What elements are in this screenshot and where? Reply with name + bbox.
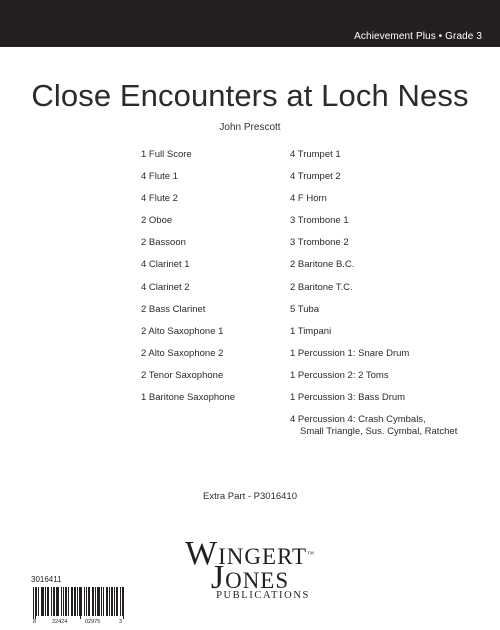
barcode-bar	[38, 587, 39, 616]
barcode-digit-first: 8	[33, 619, 37, 624]
part-item: 4 Trumpet 2	[290, 171, 341, 183]
barcode-bar	[107, 587, 108, 616]
barcode-bar	[106, 587, 107, 616]
barcode-bar	[61, 587, 62, 616]
part-item: 3 Trombone 1	[290, 215, 349, 227]
barcode-bar	[122, 587, 123, 616]
part-item: 5 Tuba	[290, 303, 320, 315]
part-item: 4 Flute 2	[141, 193, 178, 205]
barcode-bar	[51, 587, 52, 616]
barcode-bar	[56, 587, 57, 616]
part-item: 4 Flute 1	[141, 171, 178, 183]
barcode-bar	[88, 587, 89, 616]
barcode-bar	[63, 587, 64, 616]
instrumentation-list-right	[290, 149, 457, 437]
barcode-bar	[43, 587, 44, 616]
part-item: 2 Bass Clarinet	[141, 303, 206, 315]
logo-publications: PUBLICATIONS	[216, 590, 310, 601]
barcode-bar	[54, 587, 55, 616]
barcode-bar	[71, 587, 72, 616]
barcode-bar	[77, 587, 78, 616]
barcode-bar	[86, 587, 87, 616]
barcode-bar	[92, 587, 93, 616]
part-item: 2 Bassoon	[141, 237, 186, 249]
extra-part-label: Extra Part - P3016410	[203, 491, 297, 502]
barcode-bar	[80, 587, 81, 619]
barcode-bar	[65, 587, 66, 616]
barcode-bar	[47, 587, 48, 616]
barcode-bar	[75, 587, 76, 616]
trademark-icon: ™	[307, 550, 315, 558]
barcode-graphic	[31, 586, 126, 624]
barcode-digits-left: 22424	[52, 619, 68, 624]
barcode-bar	[42, 587, 43, 616]
barcode-bar	[41, 587, 42, 616]
barcode-bar	[93, 587, 94, 616]
logo-cap-j: J	[210, 559, 226, 596]
barcode	[31, 586, 126, 624]
part-item-line-1: 4 Percussion 4: Crash Cymbals,	[290, 414, 426, 426]
barcode-bar	[109, 587, 110, 616]
part-item: 1 Timpani	[290, 325, 332, 337]
part-item: 4 Clarinet 2	[141, 281, 190, 293]
instrumentation-list-left	[141, 149, 235, 414]
barcode-bar	[68, 587, 69, 616]
part-item: 4 Trumpet 1	[290, 149, 341, 160]
barcode-bar	[53, 587, 54, 616]
part-item-line-2: Small Triangle, Sus. Cymbal, Ratchet	[300, 425, 458, 437]
part-item: 2 Alto Saxophone 2	[141, 347, 224, 359]
barcode-bar	[114, 587, 115, 616]
barcode-bar	[84, 587, 85, 616]
part-item: 2 Tenor Saxophone	[141, 369, 224, 381]
barcode-bar	[97, 587, 98, 616]
barcode-digits-right: 02975	[85, 619, 101, 624]
barcode-bar	[103, 587, 104, 616]
barcode-bar	[74, 587, 75, 616]
barcode-digit-check: 3	[119, 619, 123, 624]
header-bar	[0, 0, 500, 47]
part-item: 1 Percussion 3: Bass Drum	[290, 392, 406, 404]
barcode-bar	[123, 587, 124, 619]
catalog-number: 3016411	[31, 575, 62, 584]
barcode-bar	[101, 587, 102, 616]
barcode-bar	[72, 587, 73, 616]
logo-rest-jones: ONES	[225, 568, 290, 593]
barcode-bar	[35, 587, 36, 619]
part-item: 1 Percussion 1: Snare Drum	[290, 347, 410, 359]
barcode-bar	[48, 587, 49, 616]
series-grade-label: Achievement Plus • Grade 3	[354, 31, 482, 42]
barcode-bar	[120, 587, 121, 616]
barcode-bar	[89, 587, 90, 616]
barcode-bar	[117, 587, 118, 616]
publisher-logo	[150, 535, 350, 618]
composer-name: John Prescott	[219, 122, 281, 133]
part-item: 2 Oboe	[141, 215, 173, 227]
barcode-bar	[57, 587, 58, 616]
part-item: 2 Baritone T.C.	[290, 281, 353, 293]
barcode-bar	[58, 587, 59, 616]
part-item: 3 Trombone 2	[290, 237, 349, 249]
barcode-bar	[45, 587, 46, 616]
barcode-bar	[66, 587, 67, 616]
part-item: 1 Percussion 2: 2 Toms	[290, 369, 389, 381]
barcode-bar	[98, 587, 99, 616]
logo-cap-w: W	[185, 535, 219, 572]
barcode-bar	[79, 587, 80, 616]
barcode-bar	[116, 587, 117, 616]
part-item: 4 Clarinet 1	[141, 259, 190, 271]
barcode-bar	[112, 587, 113, 616]
barcode-bar	[111, 587, 112, 616]
part-item: 1 Full Score	[141, 149, 192, 160]
part-item: 1 Baritone Saxophone	[141, 392, 236, 404]
barcode-bar	[36, 587, 37, 616]
barcode-bar	[33, 587, 34, 619]
part-item: 4 F Horn	[290, 193, 327, 205]
part-item-multiline	[290, 414, 457, 437]
logo-rest-wingert: INGERT	[218, 544, 308, 569]
barcode-bar	[81, 587, 82, 616]
barcode-bar	[95, 587, 96, 616]
piece-title: Close Encounters at Loch Ness	[31, 78, 469, 113]
part-item: 2 Baritone B.C.	[290, 259, 355, 271]
barcode-bar	[99, 587, 100, 616]
part-item: 2 Alto Saxophone 1	[141, 325, 224, 337]
